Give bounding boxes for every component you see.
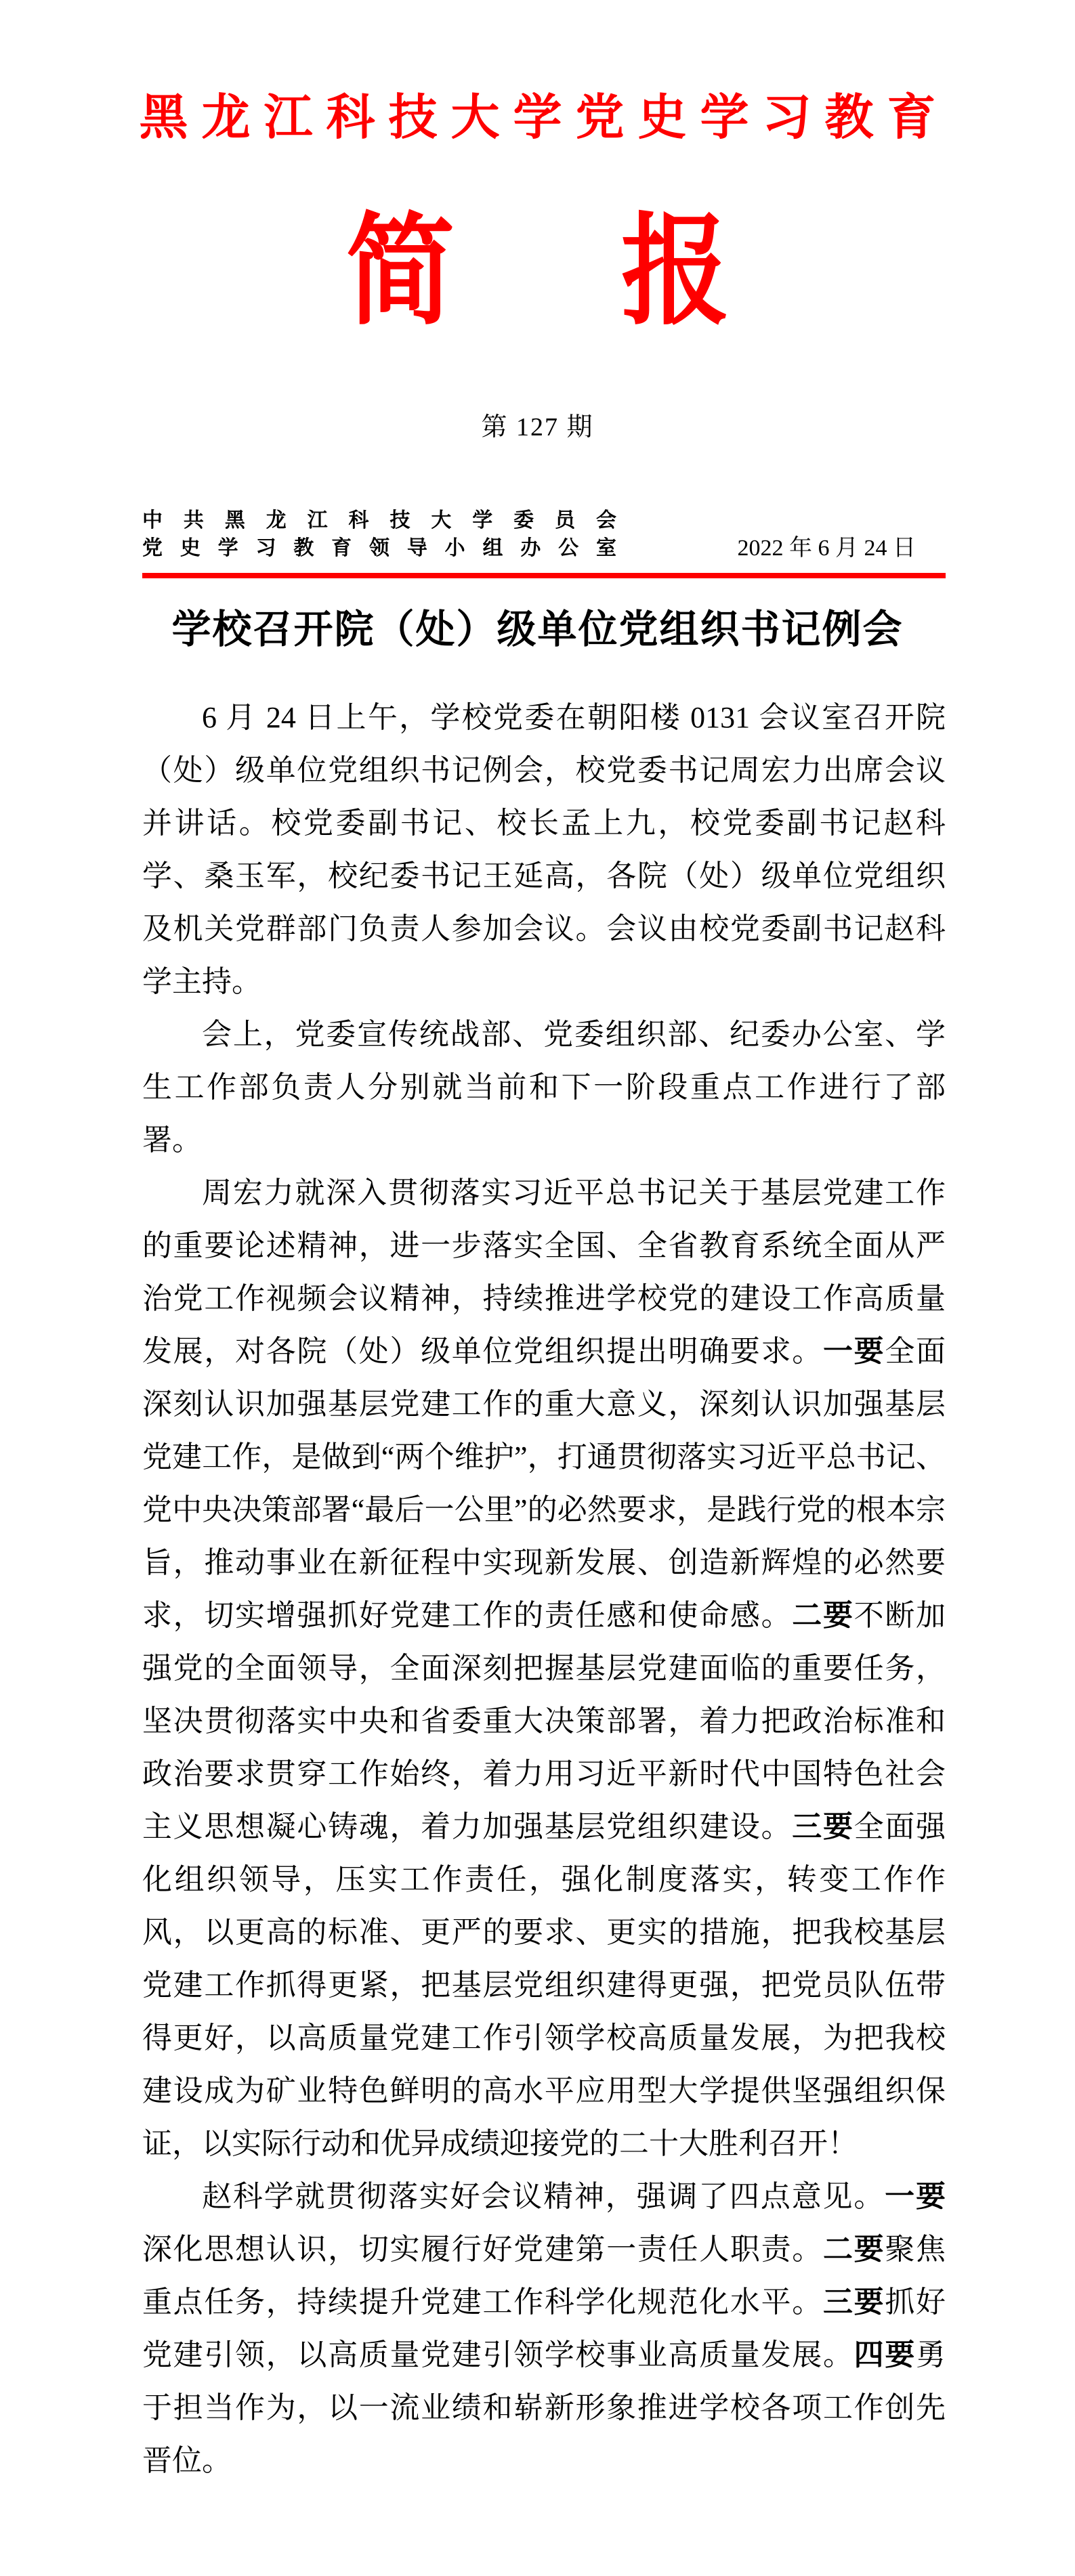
publisher-line-2: 党史学习教育领导小组办公室: [142, 536, 616, 560]
text-run: 会上，党委宣传统战部、党委组织部、纪委办公室、学生工作部负责人分别就当前和下一阶段重点工作进行了部署。: [142, 1017, 946, 1157]
text-run: 抓好党建引领，以高质量党建引领学校事业高质量发展。: [142, 2285, 946, 2371]
masthead-title: 黑龙江科技大学党史学习教育: [139, 91, 950, 145]
publisher-line-1: 中共黑龙江科技大学委员会: [142, 509, 616, 532]
publisher-block: [142, 507, 946, 562]
paragraph: [142, 1167, 946, 2170]
emphasis-run: 二要: [792, 1598, 854, 1632]
text-run: 周宏力就深入贯彻落实习近平总书记关于基层党建工作的重要论述精神，进一步落实全国、全省教育系统全面从严治党工作视频会议精神，持续推进学校党的建设工作高质量发展，对各院（处）级单位党组织提出明确要求。: [142, 1176, 946, 1368]
emphasis-run: 三要: [822, 2285, 885, 2319]
publisher-lines: [142, 507, 616, 562]
emphasis-run: 一要: [822, 1334, 885, 1368]
banner-char-jian: 简: [345, 201, 455, 341]
paragraph: [142, 2170, 946, 2487]
text-run: 全面强化组织领导，压实工作责任，强化制度落实，转变工作作风，以更高的标准、更严的要求、更实的措施，把我校基层党建工作抓得更紧，把基层党组织建得更强，把党员队伍带得更好，以高质量党建工作引领学校高质量发展，为把我校建设成为矿业特色鲜明的高水平应用型大学提供坚强组织保证，以实际行动和优异成绩迎接党的二十大胜利召开！: [142, 1809, 946, 2160]
text-run: 赵科学就贯彻落实好会议精神，强调了四点意见。: [202, 2179, 885, 2213]
article-headline: 学校召开院（处）级单位党组织书记例会: [171, 607, 904, 651]
text-run: 不断加强党的全面领导，全面深刻把握基层党建面临的重要任务，坚决贯彻落实中央和省委重大决策部署，着力把政治标准和政治要求贯穿工作始终，着力用习近平新时代中国特色社会主义思想凝心铸魂，着力加强基层党组织建设。: [142, 1598, 946, 1843]
text-run: 勇于担当作为，以一流业绩和崭新形象推进学校各项工作创先晋位。: [142, 2338, 946, 2477]
paragraph: [142, 1008, 946, 1167]
emphasis-run: 四要: [853, 2338, 916, 2371]
divider-rule: [142, 573, 946, 578]
paragraph: [142, 691, 946, 1008]
emphasis-run: 二要: [822, 2232, 885, 2266]
text-run: 全面深刻认识加强基层党建工作的重大意义，深刻认识加强基层党建工作，是做到“两个维护”，打通贯彻落实习近平总书记、党中央决策部署“最后一公里”的必然要求，是践行党的根本宗旨，推动事业在新征程中实现新发展、创造新辉煌的必然要求，切实增强抓好党建工作的责任感和使命感。: [142, 1334, 946, 1632]
text-run: 聚焦重点任务，持续提升党建工作科学化规范化水平。: [142, 2232, 946, 2319]
text-run: 深化思想认识，切实履行好党建第一责任人职责。: [142, 2232, 823, 2266]
emphasis-run: 三要: [792, 1809, 854, 1843]
bulletin-banner: [0, 201, 1075, 341]
article-body: [142, 691, 946, 2487]
issue-date: 2022 年 6 月 24 日: [737, 536, 916, 561]
text-run: 6 月 24 日上午，学校党委在朝阳楼 0131 会议室召开院（处）级单位党组织书记例会，校党委书记周宏力出席会议并讲话。校党委副书记、校长孟上九，校党委副书记赵科学、桑玉军，校纪委书记王延高，各院（处）级单位党组织及机关党群部门负责人参加会议。会议由校党委副书记赵科学主持。: [142, 700, 946, 998]
banner-char-bao: 报: [620, 201, 730, 341]
issue-number: 第 127 期: [481, 413, 594, 442]
emphasis-run: 一要: [885, 2179, 946, 2213]
